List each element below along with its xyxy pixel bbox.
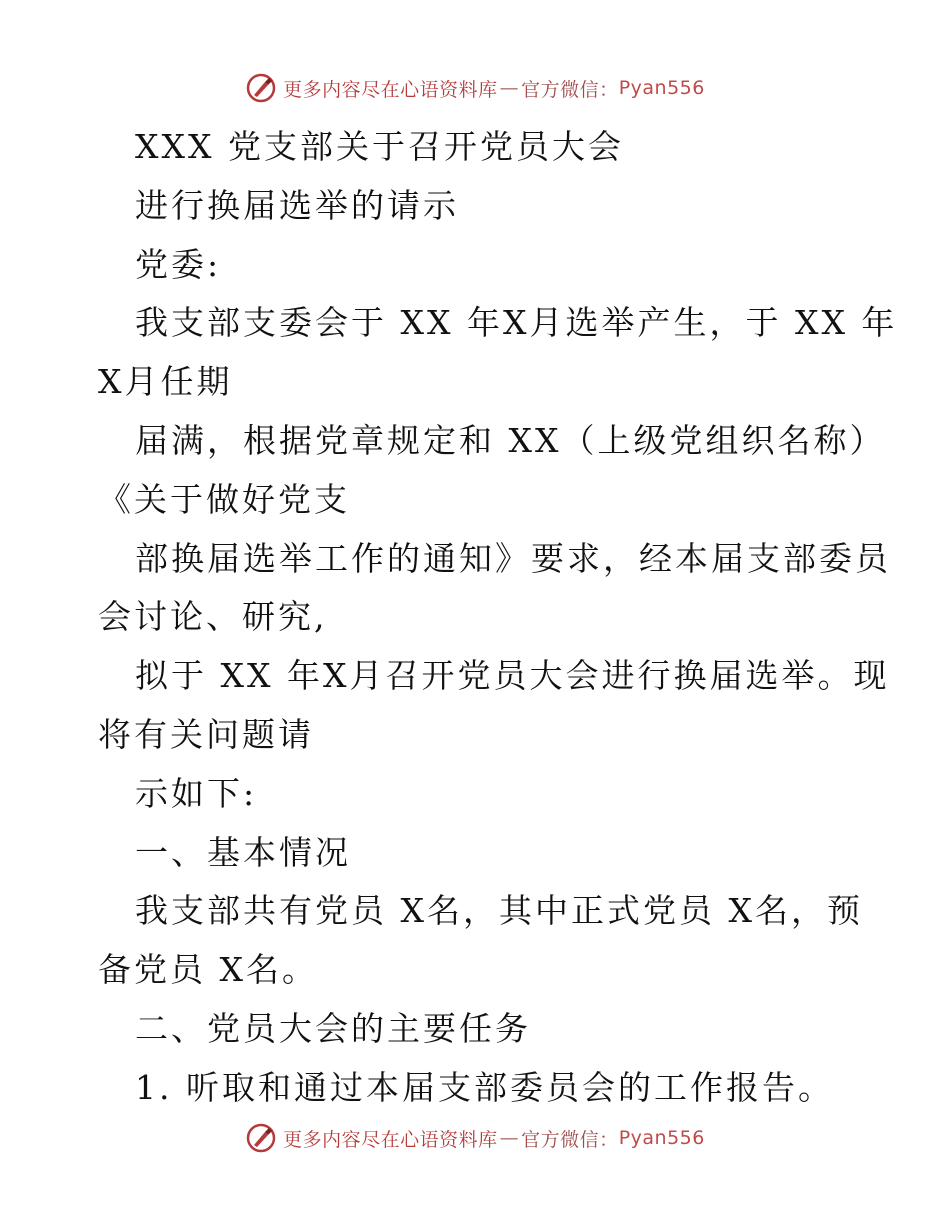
watermark-text: 更多内容尽在心语资料库 [283,1128,498,1151]
document-line: 进行换届选举的请示 [135,185,459,225]
document-line: 届满，根据党章规定和 XX（上级党组织名称） [135,420,886,460]
document-line: X月任期 [98,362,233,402]
document-line: 一、基本情况 [135,832,351,872]
watermark-text: 更多内容尽在心语资料库 [283,78,498,101]
document-line: 将有关问题请 [98,714,314,754]
document-body [98,118,898,1118]
watermark-wechat-id: Pyan556 [618,77,705,99]
pen-logo-icon [245,1122,277,1154]
document-line: 二、党员大会的主要任务 [135,1008,531,1048]
document-line: 《关于做好党支 [98,479,350,519]
document-line: 1. 听取和通过本届支部委员会的工作报告。 [135,1067,834,1107]
watermark-separator: — [499,1127,520,1149]
watermark-wechat-id: Pyan556 [618,1127,705,1149]
footer-watermark [0,1122,950,1154]
document-line: 部换届选举工作的通知》要求，经本届支部委员 [135,538,891,578]
watermark-label: 官方微信： [521,78,619,101]
document-line: 党委: [135,244,222,284]
watermark-separator: — [499,77,520,99]
document-line: XXX 党支部关于召开党员大会 [135,127,624,166]
watermark-label: 官方微信： [521,1128,619,1151]
document-line: 我支部共有党员 X名，其中正式党员 X名，预 [135,891,863,931]
document-line: 拟于 XX 年X月召开党员大会进行换届选举。现 [135,656,890,696]
document-line: 示如下: [135,773,258,813]
document-line: 备党员 X名。 [98,950,318,990]
document-line: 我支部支委会于 XX 年X月选举产生，于 XX 年 [135,303,898,343]
header-watermark [0,72,950,104]
pen-logo-icon [245,72,277,104]
document-line: 会讨论、研究, [98,597,328,637]
